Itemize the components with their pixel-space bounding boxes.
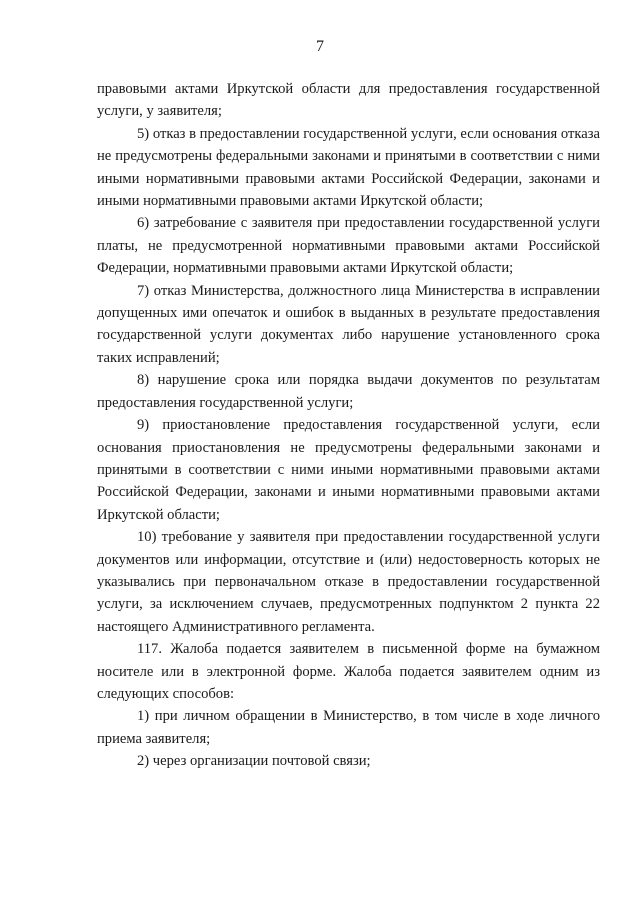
paragraph-item-10: 10) требование у заявителя при предоставлении государственной услуги документов или информации, отсутствие и (или) недостоверность которых не указывались при первоначальном отказе в предоставлении государственной услуги, за исключением случаев, предусмотренных подпунктом 2 пункта 22 настоящего Административного регламента. xyxy=(97,529,600,635)
paragraph-item-9: 9) приостановление предоставления государственной услуги, если основания приостановления не предусмотрены федеральными законами и принятыми в соответствии с ними иными нормативными правовыми актами Российской Федерации, законами и иными нормативными правовыми актами Иркутской области; xyxy=(97,417,600,523)
paragraph-continuation: правовыми актами Иркутской области для предоставления государственной услуги, у заявителя; xyxy=(97,81,600,120)
document-body xyxy=(97,78,600,773)
paragraph-item-5: 5) отказ в предоставлении государственной услуги, если основания отказа не предусмотрены федеральными законами и принятыми в соответствии с ними иными нормативными правовыми актами Российской Федерации, законами и иными нормативными правовыми актами Иркутской области; xyxy=(97,125,600,210)
paragraph-method-2: 2) через организации почтовой связи; xyxy=(137,753,371,770)
paragraph-clause-117: 117. Жалоба подается заявителем в письменной форме на бумажном носителе или в электронной форме. Жалоба подается заявителем одним из следующих способов: xyxy=(97,641,600,702)
paragraph-method-1: 1) при личном обращении в Министерство, в том числе в ходе личного приема заявителя; xyxy=(97,708,600,747)
paragraph-item-7: 7) отказ Министерства, должностного лица Министерства в исправлении допущенных ими опечаток и ошибок в выданных в результате предоставления государственной услуги документах либо нарушение установленного срока таких исправлений; xyxy=(97,282,600,366)
paragraph-item-6: 6) затребование с заявителя при предоставлении государственной услуги платы, не предусмотренной нормативными правовыми актами Российской Федерации, нормативными правовыми актами Иркутской области; xyxy=(97,215,600,277)
paragraph-item-8: 8) нарушение срока или порядка выдачи документов по результатам предоставления государственной услуги; xyxy=(97,372,600,411)
page-number: 7 xyxy=(316,38,324,55)
